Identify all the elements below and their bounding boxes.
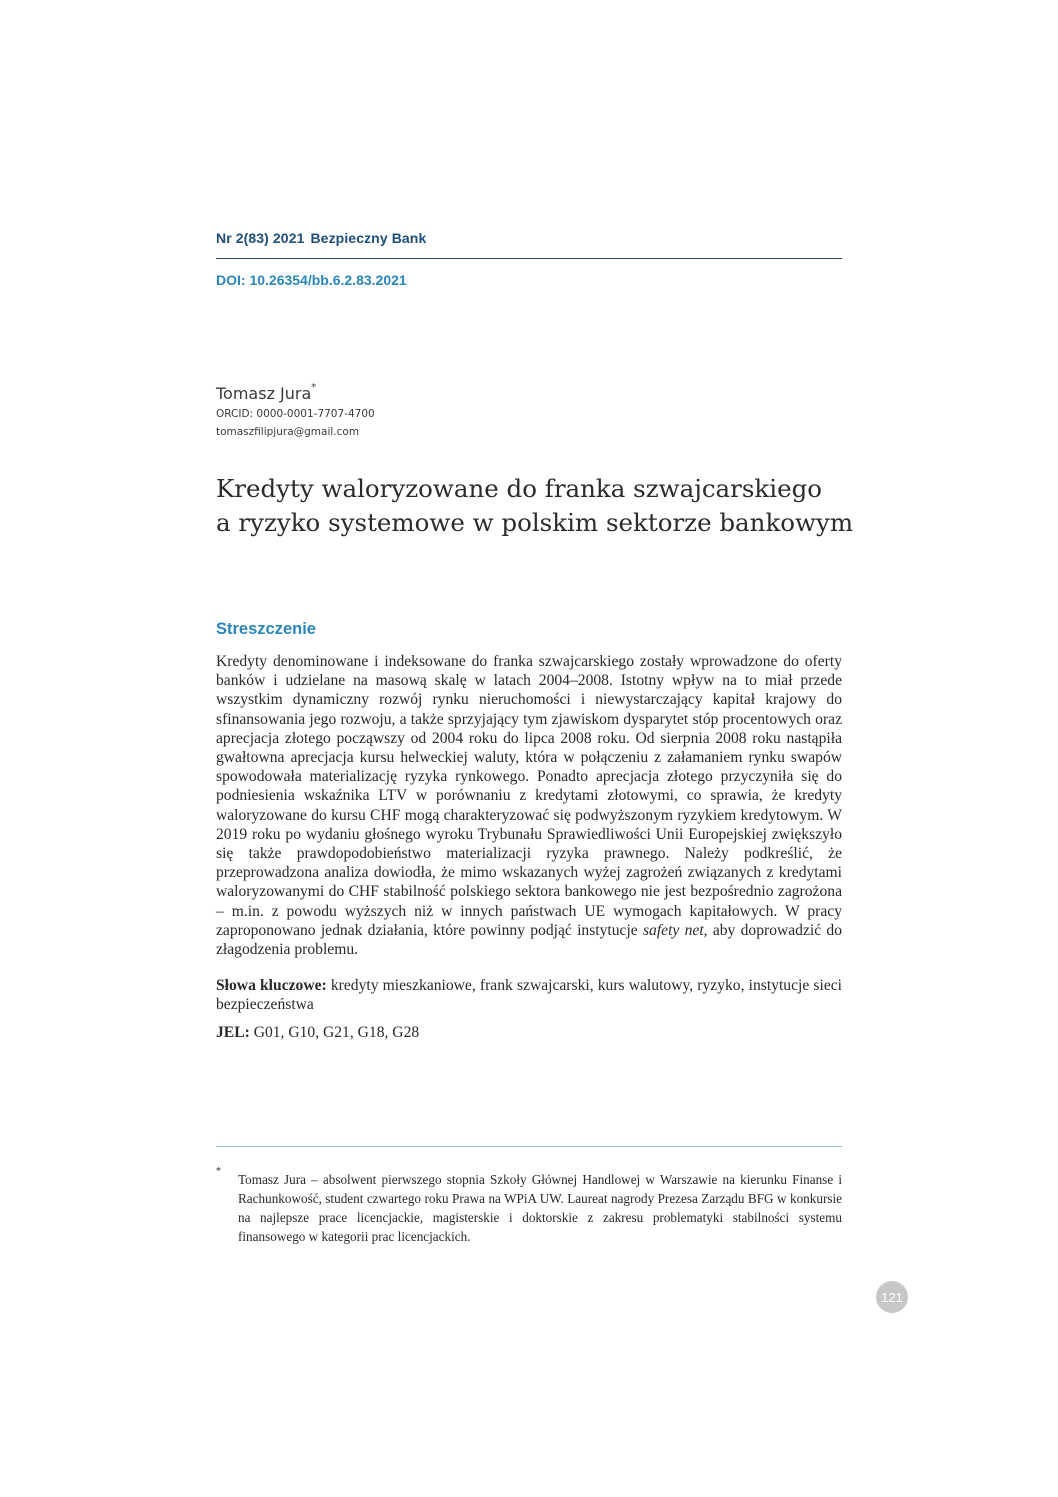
abstract-heading: Streszczenie <box>216 620 316 638</box>
doi-link[interactable]: DOI: 10.26354/bb.6.2.83.2021 <box>216 272 407 288</box>
author-orcid: ORCID: 0000-0001-7707-4700 <box>216 408 375 420</box>
footnote-divider <box>216 1146 842 1147</box>
keywords <box>216 976 842 1014</box>
jel-codes-text: G01, G10, G21, G18, G28 <box>249 1024 420 1041</box>
jel-label: JEL: <box>216 1024 250 1041</box>
abstract-italic-term: safety net <box>642 921 704 939</box>
author-email[interactable]: tomaszfilipjura@gmail.com <box>216 426 360 438</box>
author-name-text: Tomasz Jura <box>216 384 312 403</box>
keywords-label: Słowa kluczowe: <box>216 977 327 994</box>
header-divider <box>216 258 842 259</box>
journal-header <box>216 230 844 246</box>
paper-title <box>216 472 856 540</box>
footnote-mark: * <box>216 1166 221 1177</box>
abstract-body <box>216 652 842 959</box>
author-name <box>216 384 316 403</box>
page-number-badge: 121 <box>876 1281 908 1313</box>
jel-codes <box>216 1024 419 1042</box>
paper-title-line-1: Kredyty waloryzowane do franka szwajcarskiego <box>216 474 823 503</box>
abstract-text-1: Kredyty denominowane i indeksowane do franka szwajcarskiego zostały wprowadzone do oferty banków i udzielane na masową skalę w latach 2004–2008. Istotny wpływ na to miał przede wszystkim dynamiczny rozwój rynku nieruchomości i niewystarczający kapitał krajowy do sfinansowania jego rozwoju, a także sprzyjający tym zjawiskom dysparytet stóp procentowych oraz aprecjacja złotego począwszy od 2004 roku do lipca 2008 roku. Od sierpnia 2008 roku nastąpiła gwałtowna aprecjacja kursu helweckiej waluty, która w połączeniu z załamaniem rynku swapów spowodowała materializację ryzyka rynkowego. Ponadto aprecjacja złotego przyczyniła się do podniesienia wskaźnika LTV w porównaniu z kredytami złotowymi, co sprawia, że kredyty waloryzowane do kursu CHF mogą charakteryzować się podwyższonym ryzykiem kredytowym. W 2019 roku po wydaniu głośnego wyroku Trybunału Sprawiedliwości Unii Europejskiej zwiększyło się także prawdopodobieństwo materializacji ryzyka prawnego. Należy podkreślić, że przeprowadzona analiza dowiodła, że mimo wskazanych wyżej zagrożeń związanych z kredytami waloryzowanymi do CHF stabilność polskiego sektora bankowego nie jest bezpośrednio zagrożona – m.in. z powodu wyższych niż w innych państwach UE wymogach kapitałowych. W pracy zaproponowano jednak działania, które powinny podjąć instytucje <box>216 653 842 939</box>
paper-title-line-2: a ryzyko systemowe w polskim sektorze bankowym <box>216 508 854 537</box>
footnote-text: Tomasz Jura – absolwent pierwszego stopnia Szkoły Głównej Handlowej w Warszawie na kierunku Finanse i Rachunkowość, student czwartego roku Prawa na WPiA UW. Laureat nagrody Prezesa Zarządu BFG w konkursie na najlepsze prace licencjackie, magisterskie i doktorskie z zakresu problematyki stabilności systemu finansowego w kategorii prac licencjackich. <box>238 1172 842 1244</box>
keywords-text: kredyty mieszkaniowe, frank szwajcarski, kurs walutowy, ryzyko, instytucje sieci bezpieczeństwa <box>216 977 842 1014</box>
journal-name: Bezpieczny Bank <box>310 230 427 246</box>
abstract-text-2: , aby doprowadzić do złagodzenia problemu. <box>216 921 842 959</box>
issue-number: Nr 2(83) 2021 <box>216 230 305 246</box>
author-footnote-mark[interactable]: * <box>311 382 317 393</box>
